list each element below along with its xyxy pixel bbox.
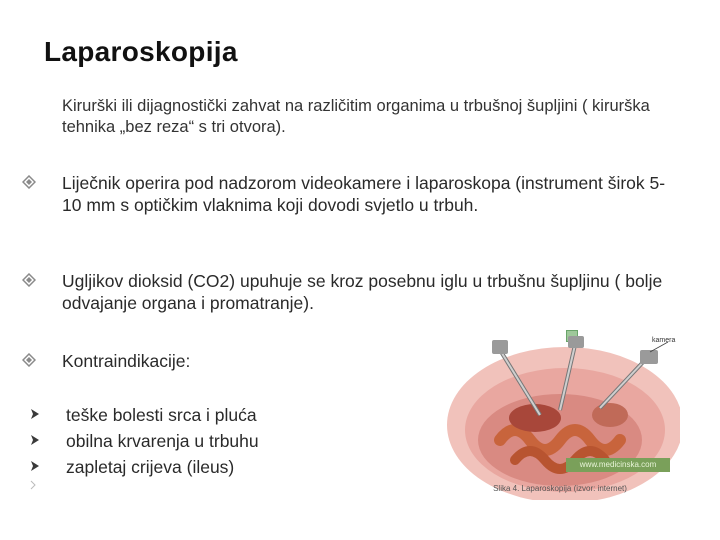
- arrow-bullet-icon: [30, 480, 36, 490]
- bullet-text: Kontraindikacije:: [62, 351, 191, 371]
- diamond-bullet-icon: [22, 353, 36, 367]
- bullet-item-laparoscope: [22, 172, 672, 242]
- arrow-bullet-icon: [30, 434, 40, 446]
- sub-item-text: zapletaj crijeva (ileus): [66, 457, 235, 477]
- intro-text: Kirurški ili dijagnostički zahvat na različitim organima u trbušnoj šupljini ( kirurška tehnika „bez reza“ s tri otvora).: [62, 97, 650, 136]
- image-watermark: www.medicinska.com: [566, 458, 670, 472]
- slide-title: Laparoskopija: [44, 36, 238, 67]
- bullet-text: Ugljikov dioksid (CO2) upuhuje se kroz posebnu iglu u trbušnu šupljinu ( bolje odvajanje organa i promatranje).: [62, 271, 663, 313]
- diamond-bullet-icon: [22, 273, 36, 287]
- figure-caption: Slika 4. Laparoskopija (izvor: internet): [493, 484, 627, 493]
- bullet-text: Liječnik operira pod nadzorom videokamere i laparoskopa (instrument širok 5-10 mm s optičkim vlaknima koji dovodi svjetlo u trbuh.: [62, 173, 666, 215]
- arrow-bullet-icon: [30, 460, 40, 472]
- arrow-bullet-icon: [30, 408, 40, 420]
- bullet-item-co2: [22, 270, 672, 318]
- sub-item-text: teške bolesti srca i pluća: [66, 405, 257, 425]
- laparoscopy-illustration: [440, 330, 680, 500]
- sub-item-text: obilna krvarenja u trbuhu: [66, 431, 259, 451]
- diamond-bullet-icon: [22, 175, 36, 189]
- camera-label: kamera: [652, 337, 676, 344]
